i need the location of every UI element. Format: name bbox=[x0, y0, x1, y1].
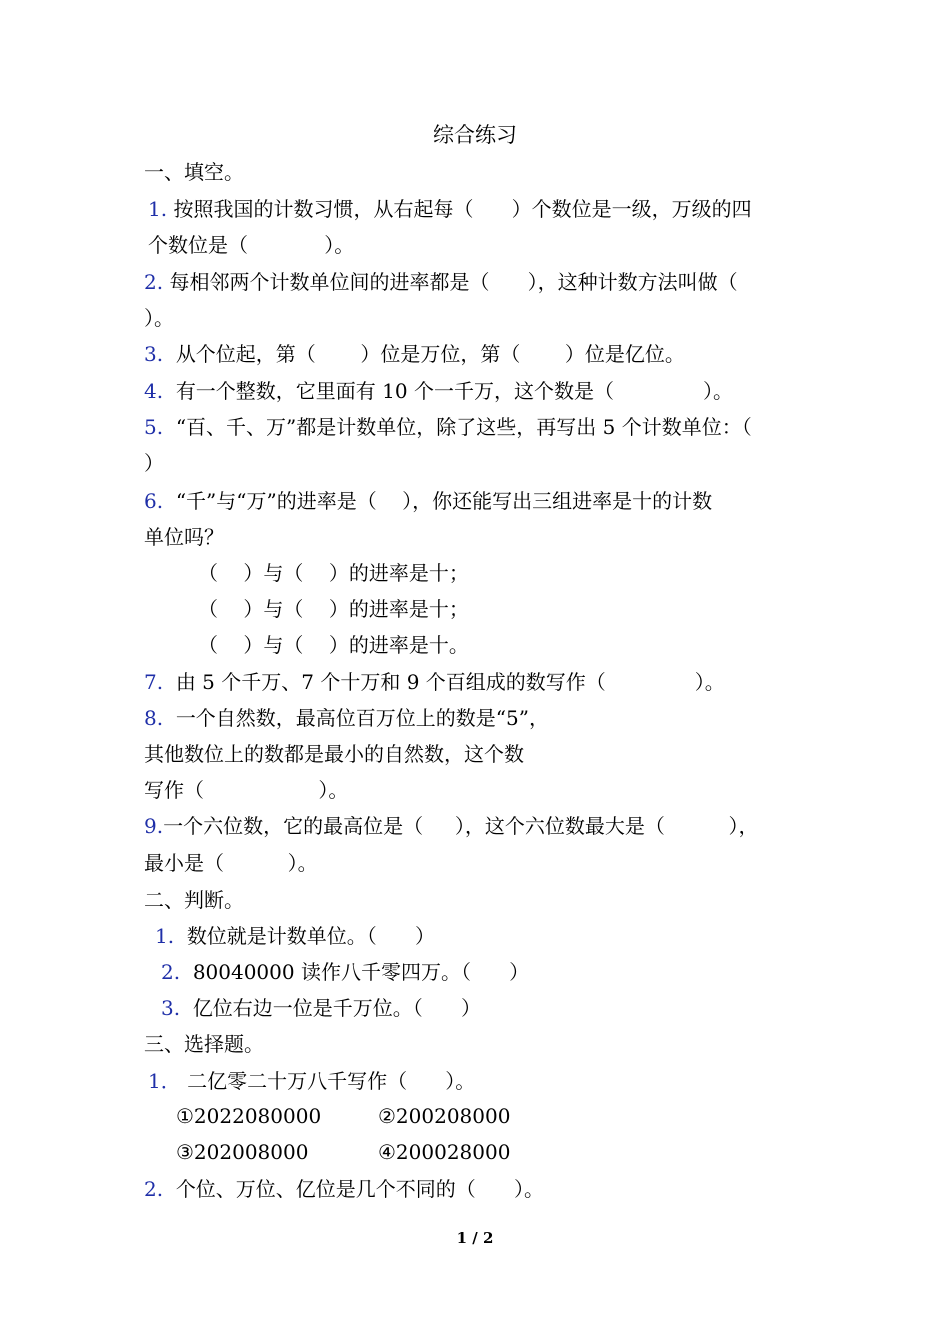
question-1-9-line-1 bbox=[144, 812, 758, 840]
question-1-6-line-1 bbox=[144, 487, 712, 515]
question-text: “百、千、万”都是计数单位，除了这些，再写出 5 个计数单位：（ bbox=[175, 415, 752, 439]
question-number: 3. bbox=[161, 996, 181, 1020]
question-3-2 bbox=[144, 1175, 544, 1203]
question-text: 从个位起，第（ ）位是万位，第（ ）位是亿位。 bbox=[175, 342, 685, 366]
question-number: 3. bbox=[144, 342, 164, 366]
question-3-1 bbox=[148, 1067, 475, 1095]
question-number: 9. bbox=[144, 814, 164, 838]
question-text: “千”与“万”的进率是（ ），你还能写出三组进率是十的计数 bbox=[175, 489, 713, 513]
question-1-8-line-3: 写作（ ）。 bbox=[144, 778, 349, 802]
question-2-1 bbox=[155, 922, 435, 950]
question-1-8-line-1 bbox=[144, 704, 549, 732]
question-1-3 bbox=[144, 340, 685, 368]
question-1-5-line-2: ） bbox=[144, 451, 164, 475]
question-2-2 bbox=[161, 958, 529, 986]
question-number: 5. bbox=[144, 415, 164, 439]
question-text: 每相邻两个计数单位间的进率都是（ ），这种计数方法叫做（ bbox=[169, 270, 738, 294]
question-number: 4. bbox=[144, 379, 164, 403]
question-1-2-line-2: ）。 bbox=[144, 306, 174, 330]
option-4: ④200028000 bbox=[378, 1140, 511, 1164]
page-title: 综合练习 bbox=[433, 123, 517, 147]
question-1-1-line-1 bbox=[148, 195, 752, 223]
question-text: 个位、万位、亿位是几个不同的（ ）。 bbox=[175, 1177, 544, 1201]
question-1-6-row-2: （ ）与（ ）的进率是十； bbox=[198, 597, 469, 621]
question-1-5-line-1 bbox=[144, 413, 752, 441]
question-number: 1. bbox=[155, 924, 175, 948]
question-1-2-line-1 bbox=[144, 268, 738, 296]
question-text: 数位就是计数单位。（ ） bbox=[186, 924, 435, 948]
question-1-1-line-2: 个数位是（ ）。 bbox=[148, 233, 355, 257]
question-text: 一个自然数，最高位百万位上的数是“5”， bbox=[175, 706, 549, 730]
page-number: 1 / 2 bbox=[456, 1229, 494, 1247]
question-1-6-row-3: （ ）与（ ）的进率是十。 bbox=[198, 633, 469, 657]
option-2: ②200208000 bbox=[378, 1104, 511, 1128]
question-number: 8. bbox=[144, 706, 164, 730]
question-number: 2. bbox=[144, 1177, 164, 1201]
question-number: 2. bbox=[161, 960, 181, 984]
question-number: 2. bbox=[144, 270, 164, 294]
question-1-8-line-2: 其他数位上的数都是最小的自然数，这个数 bbox=[144, 742, 524, 766]
question-text: 由 5 个千万、7 个十万和 9 个百组成的数写作（ ）。 bbox=[175, 670, 725, 694]
option-3: ③202008000 bbox=[176, 1140, 309, 1164]
question-number: 1． bbox=[148, 1069, 181, 1093]
question-1-9-line-2: 最小是（ ）。 bbox=[144, 851, 318, 875]
question-text: 一个六位数，它的最高位是（ ），这个六位数最大是（ ）， bbox=[163, 814, 759, 838]
question-2-3 bbox=[161, 994, 481, 1022]
question-number: 1. bbox=[148, 197, 168, 221]
question-number: 6. bbox=[144, 489, 164, 513]
section-1-heading: 一、填空。 bbox=[144, 160, 244, 184]
question-1-6-line-2: 单位吗？ bbox=[144, 525, 224, 549]
option-1: ①2022080000 bbox=[176, 1104, 322, 1128]
question-text: 二亿零二十万八千写作（ ）。 bbox=[187, 1069, 476, 1093]
question-text: 亿位右边一位是千万位。（ ） bbox=[192, 996, 481, 1020]
section-2-heading: 二、判断。 bbox=[144, 888, 244, 912]
question-text: 按照我国的计数习惯，从右起每（ ）个数位是一级，万级的四 bbox=[173, 197, 752, 221]
question-number: 7. bbox=[144, 670, 164, 694]
section-3-heading: 三、选择题。 bbox=[144, 1032, 264, 1056]
question-text: 80040000 读作八千零四万。（ ） bbox=[192, 960, 530, 984]
question-text: 有一个整数，它里面有 10 个一千万，这个数是（ ）。 bbox=[175, 379, 733, 403]
question-1-4 bbox=[144, 377, 733, 405]
question-1-6-row-1: （ ）与（ ）的进率是十； bbox=[198, 561, 469, 585]
question-1-7 bbox=[144, 668, 725, 696]
